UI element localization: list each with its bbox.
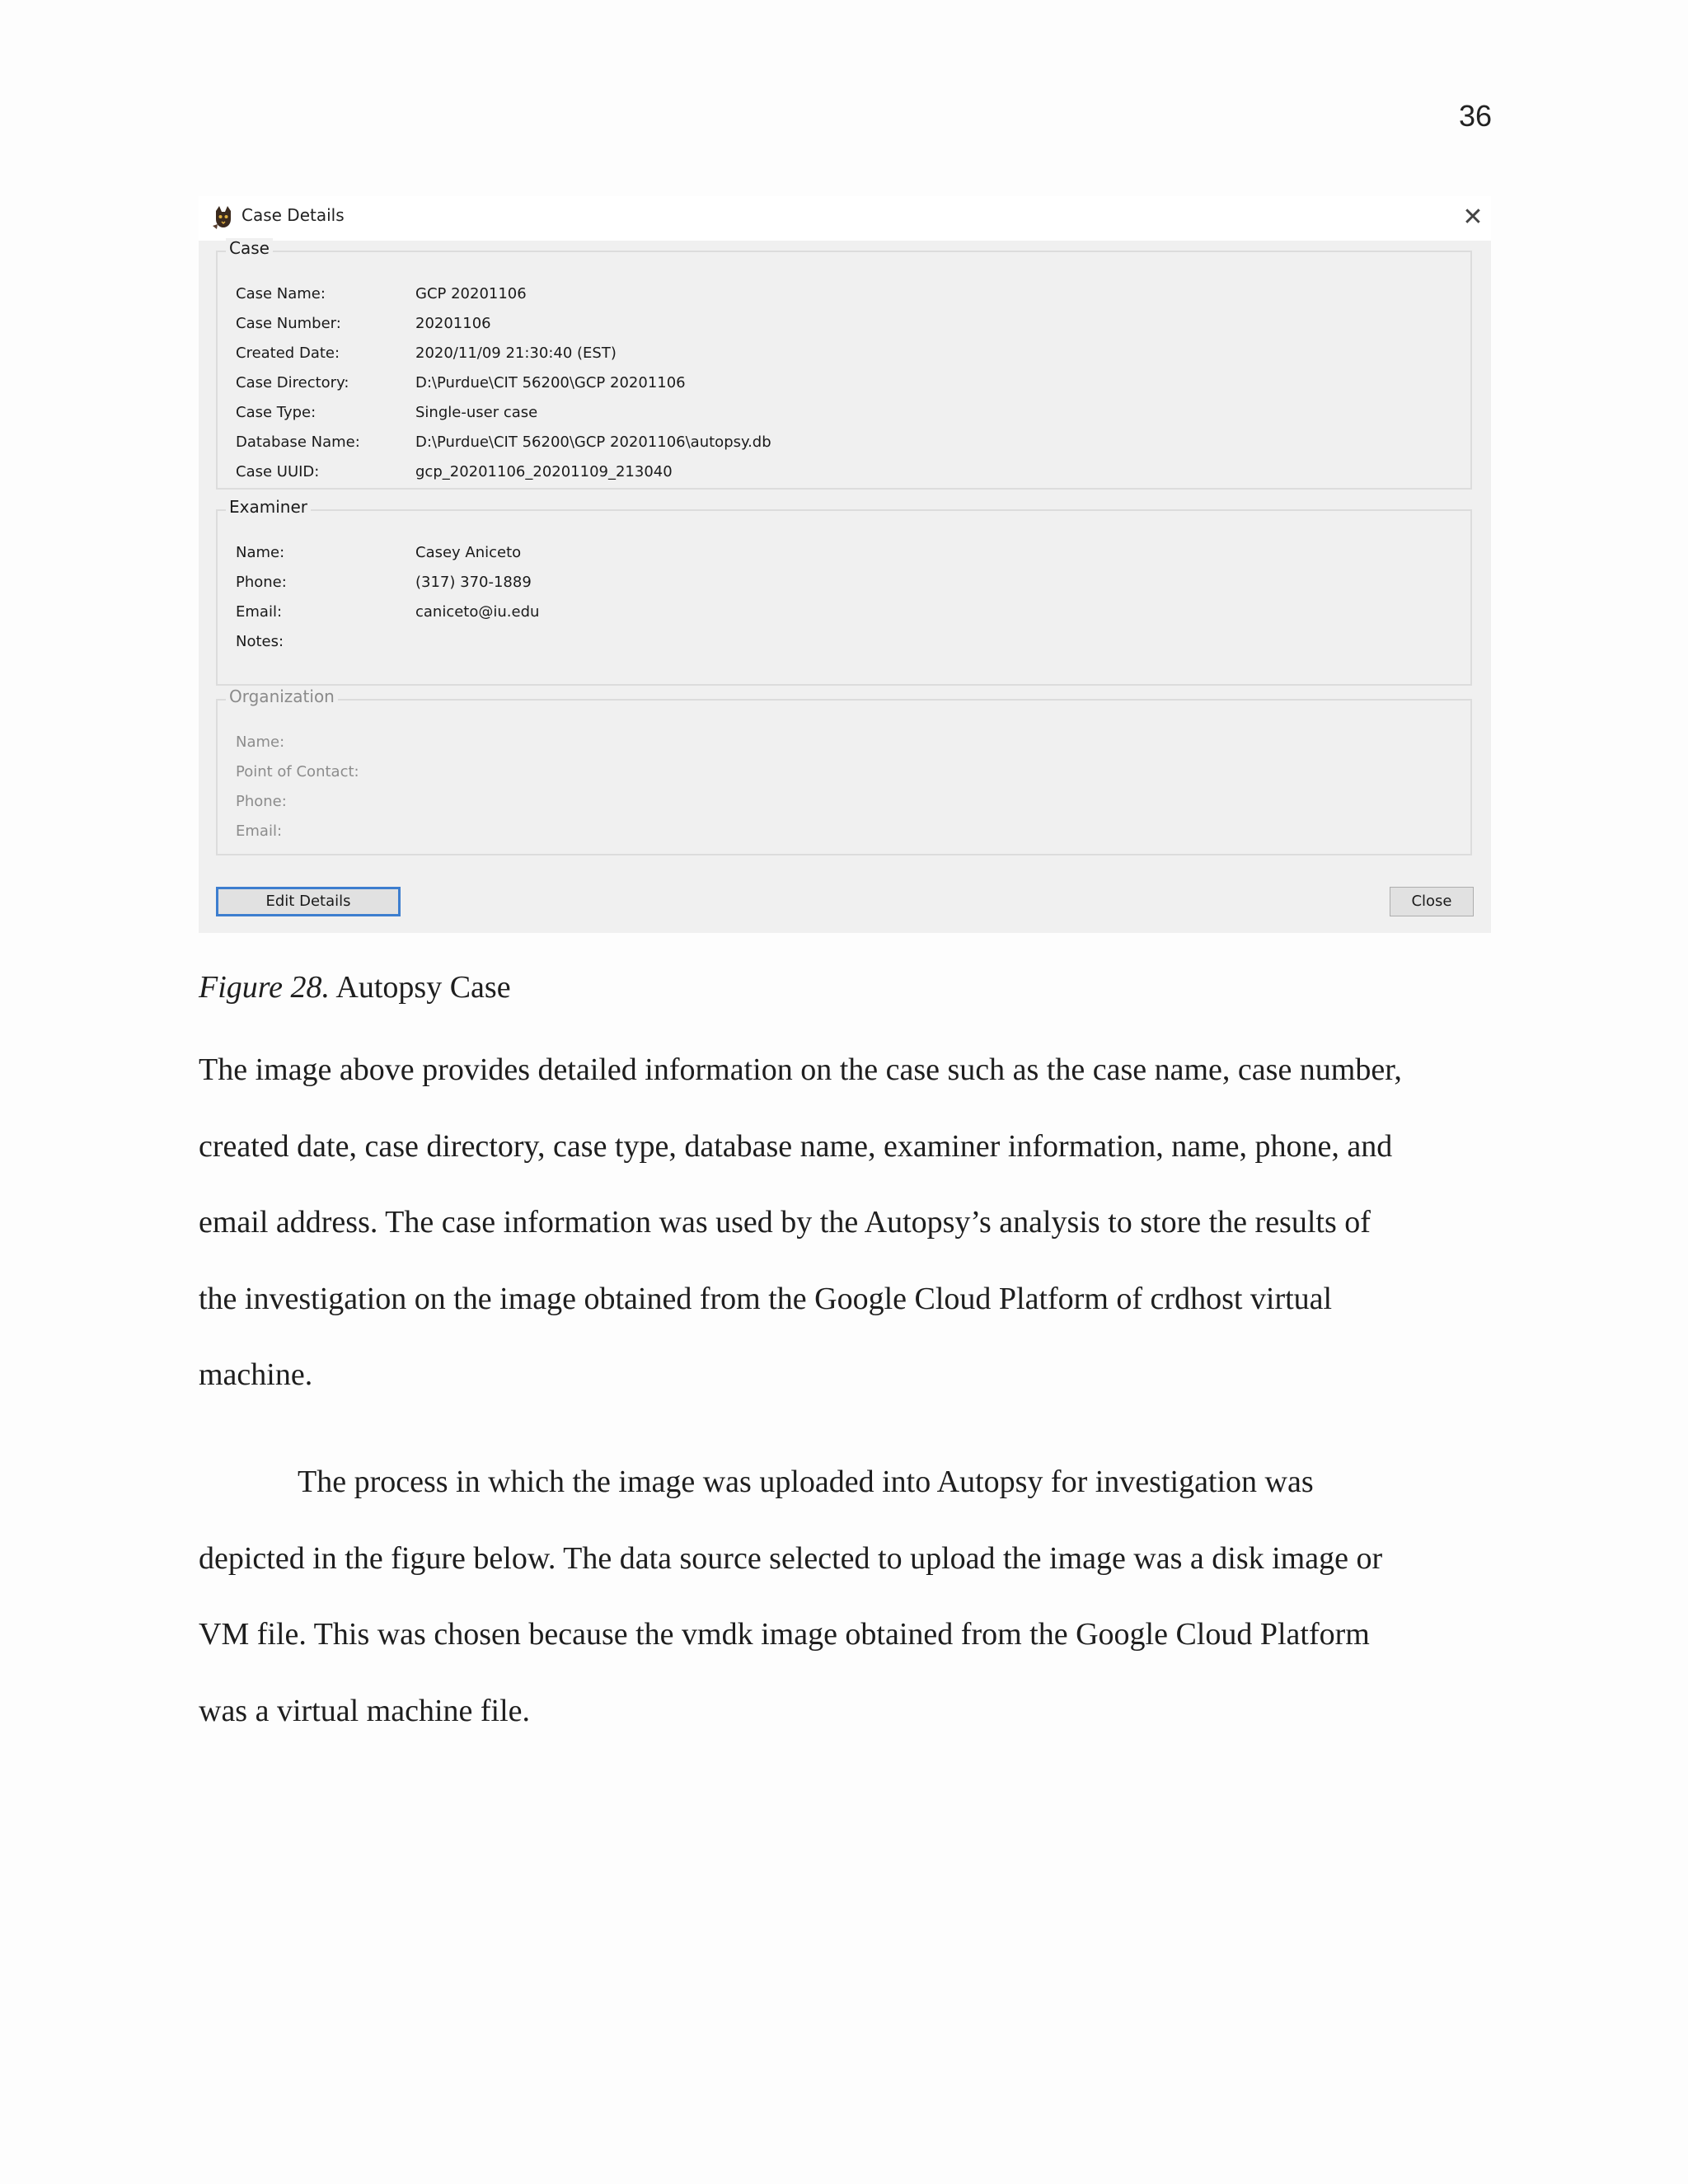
close-button[interactable]: Close	[1390, 887, 1474, 916]
created-date-row	[218, 340, 1454, 369]
dialog-body	[199, 238, 1491, 933]
case-number-row	[218, 310, 1454, 340]
examiner-name-row	[218, 539, 1454, 569]
paragraph-1-line: machine.	[199, 1357, 313, 1392]
case-type-row	[218, 399, 1454, 429]
case-name-value: GCP 20201106	[415, 285, 527, 302]
organization-group-legend: Organization	[226, 687, 338, 706]
dialog-title: Case Details	[241, 205, 345, 225]
examiner-group	[216, 497, 1472, 686]
paragraph-1-line: created date, case directory, case type, database name, examiner information, name, phone, and	[199, 1128, 1393, 1164]
case-name-label: Case Name:	[236, 285, 326, 302]
case-uuid-label: Case UUID:	[236, 463, 320, 480]
figure-caption-text: Autopsy Case	[335, 970, 511, 1005]
paragraph-1	[199, 1032, 1493, 1413]
organization-contact-row	[218, 758, 1454, 788]
case-type-label: Case Type:	[236, 404, 316, 421]
paragraph-1-line: the investigation on the image obtained from the Google Cloud Platform of crdhost virtual	[199, 1281, 1333, 1316]
paragraph-2-line: VM file. This was chosen because the vmdk image obtained from the Google Cloud Platform	[199, 1617, 1370, 1652]
case-number-value: 20201106	[415, 315, 491, 332]
examiner-name-value: Casey Aniceto	[415, 544, 522, 561]
case-group	[216, 238, 1472, 490]
case-number-label: Case Number:	[236, 315, 341, 332]
examiner-notes-label: Notes:	[236, 633, 284, 650]
case-name-row	[218, 280, 1454, 310]
database-name-label: Database Name:	[236, 434, 360, 451]
dialog-titlebar	[199, 196, 1491, 241]
examiner-notes-row	[218, 628, 1454, 658]
case-uuid-row	[218, 458, 1454, 488]
edit-details-button[interactable]: Edit Details	[216, 887, 401, 916]
close-icon[interactable]: ✕	[1462, 203, 1484, 232]
examiner-email-value: caniceto@iu.edu	[415, 603, 540, 621]
created-date-label: Created Date:	[236, 344, 340, 362]
case-directory-label: Case Directory:	[236, 374, 349, 391]
examiner-phone-row	[218, 569, 1454, 598]
organization-email-row	[218, 818, 1454, 847]
organization-group	[216, 687, 1472, 855]
organization-phone-label: Phone:	[236, 793, 287, 810]
figure-caption	[199, 969, 511, 1005]
examiner-phone-value: (317) 370-1889	[415, 574, 532, 591]
database-name-row	[218, 429, 1454, 458]
organization-name-row	[218, 729, 1454, 758]
organization-email-label: Email:	[236, 823, 283, 840]
paragraph-2-line: depicted in the figure below. The data source selected to upload the image was a disk image or	[199, 1540, 1383, 1576]
case-directory-row	[218, 369, 1454, 399]
organization-phone-row	[218, 788, 1454, 818]
case-group-legend: Case	[226, 238, 273, 258]
figure-label: Figure 28.	[199, 970, 331, 1005]
examiner-email-row	[218, 598, 1454, 628]
autopsy-dog-icon	[211, 204, 236, 231]
paragraph-1-line: email address. The case information was used by the Autopsy’s analysis to store the results of	[199, 1205, 1371, 1240]
case-type-value: Single-user case	[415, 404, 538, 421]
case-details-dialog	[199, 196, 1491, 933]
database-name-value: D:\Purdue\CIT 56200\GCP 20201106\autopsy.db	[415, 434, 771, 451]
case-uuid-value: gcp_20201106_20201109_213040	[415, 463, 673, 480]
paragraph-2	[199, 1444, 1493, 1749]
page-number: 36	[1458, 99, 1492, 133]
examiner-phone-label: Phone:	[236, 574, 287, 591]
paragraph-1-line: The image above provides detailed information on the case such as the case name, case number,	[199, 1052, 1402, 1087]
organization-name-label: Name:	[236, 733, 285, 751]
examiner-name-label: Name:	[236, 544, 285, 561]
organization-contact-label: Point of Contact:	[236, 763, 359, 780]
case-directory-value: D:\Purdue\CIT 56200\GCP 20201106	[415, 374, 686, 391]
created-date-value: 2020/11/09 21:30:40 (EST)	[415, 344, 617, 362]
paragraph-2-line: was a virtual machine file.	[199, 1693, 531, 1728]
paragraph-2-line: The process in which the image was uploaded into Autopsy for investigation was	[298, 1465, 1314, 1499]
examiner-group-legend: Examiner	[226, 497, 311, 517]
examiner-email-label: Email:	[236, 603, 283, 621]
